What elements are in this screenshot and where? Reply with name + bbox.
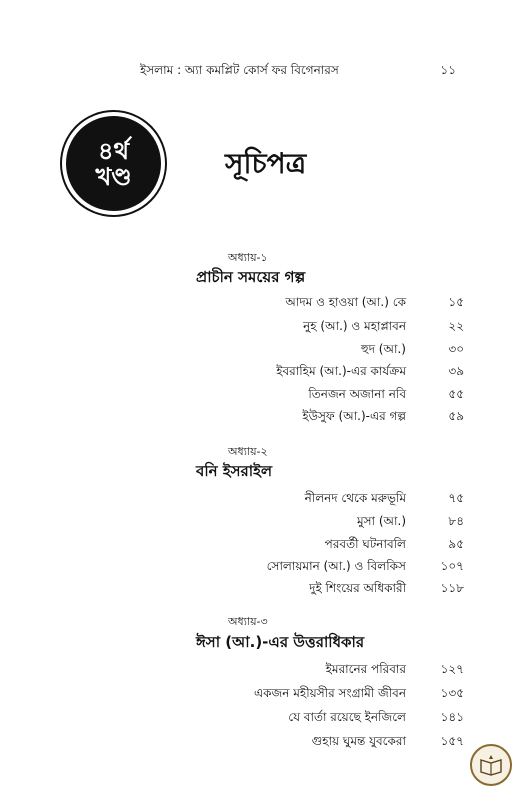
volume-badge-word: খণ্ড	[95, 161, 132, 191]
toc-page-number: ১২৭	[440, 662, 464, 676]
chapter-2-title: বনি ইসরাইল	[196, 462, 273, 480]
toc-page-number: ১৪১	[440, 710, 464, 724]
toc-entry[interactable]: ইউসুফ (আ.)-এর গল্প	[302, 409, 406, 423]
toc-entry[interactable]: দুই শিংয়ের অধিকারী	[309, 581, 406, 595]
publisher-seal-logo	[470, 744, 512, 786]
toc-entry[interactable]: যে বার্তা রয়েছে ইনজিলে	[288, 710, 406, 724]
toc-page-number: ৫৯	[448, 409, 464, 423]
running-header	[140, 62, 456, 82]
toc-entry[interactable]: গুহায় ঘুমন্ত যুবকেরা	[311, 734, 406, 748]
page-title: সূচিপত্র	[225, 147, 307, 180]
volume-badge	[62, 112, 165, 215]
toc-entry[interactable]: মুসা (আ.)	[356, 514, 406, 528]
header-page-number: ১১	[440, 63, 456, 77]
toc-page-number: ১০৭	[440, 559, 464, 573]
chapter-2-label: অধ্যায়-২	[228, 445, 268, 458]
toc-page-number: ১৩৫	[440, 686, 464, 700]
toc-entry[interactable]: হুদ (আ.)	[361, 342, 406, 356]
toc-entry[interactable]: আদম ও হাওয়া (আ.) কে	[285, 295, 406, 309]
book-icon	[478, 752, 504, 778]
toc-entry[interactable]: ইবরাহিম (আ.)-এর কার্যক্রম	[276, 364, 406, 378]
chapter-1-label: অধ্যায়-১	[228, 251, 268, 264]
header-book-title: ইসলাম : অ্যা কমপ্লিট কোর্স ফর বিগেনারস	[140, 63, 339, 77]
chapter-3-label: অধ্যায়-৩	[228, 615, 268, 628]
toc-page-number: ৩৯	[448, 364, 464, 378]
chapter-3-title: ঈসা (আ.)-এর উত্তরাধিকার	[196, 633, 365, 651]
toc-page-number: ৮৪	[448, 514, 464, 528]
toc-page-number: ৯৫	[448, 537, 464, 551]
toc-entry[interactable]: ইমরানের পরিবার	[325, 662, 406, 676]
toc-page-number: ৩০	[448, 342, 464, 356]
toc-page-number: ১১৮	[440, 581, 464, 595]
toc-page-number: ১৫	[448, 295, 464, 309]
toc-entry[interactable]: নুহ (আ.) ও মহাপ্লাবন	[303, 319, 406, 333]
toc-entry[interactable]: পরবর্তী ঘটনাবলি	[324, 537, 406, 551]
toc-entry[interactable]: একজন মহীয়সীর সংগ্রামী জীবন	[254, 686, 406, 700]
toc-entry[interactable]: তিনজন অজানা নবি	[308, 387, 406, 401]
volume-badge-number: ৪র্থ	[97, 136, 130, 166]
toc-entry[interactable]: সোলায়মান (আ.) ও বিলকিস	[266, 559, 406, 573]
chapter-1-title: প্রাচীন সময়ের গল্প	[196, 268, 306, 286]
toc-entry[interactable]: নীলনদ থেকে মরুভূমি	[304, 491, 406, 505]
toc-page-number: ৫৫	[448, 387, 464, 401]
toc-page-number: ১৫৭	[440, 734, 464, 748]
toc-page-number: ৭৫	[448, 491, 464, 505]
toc-page-number: ২২	[448, 319, 464, 333]
